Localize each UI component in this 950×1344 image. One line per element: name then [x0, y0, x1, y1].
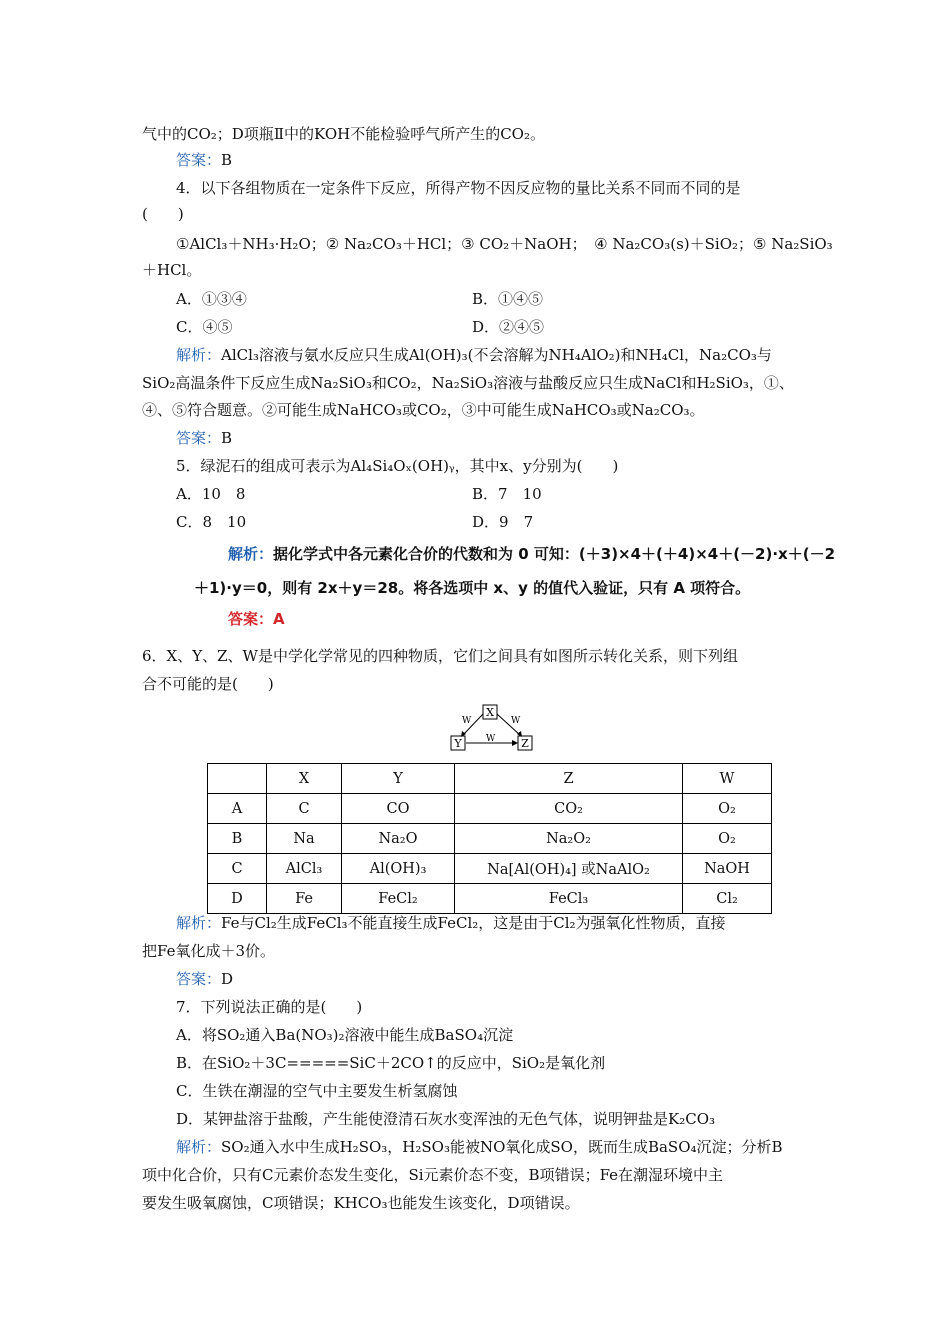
table-cell: A	[208, 794, 267, 824]
answer-6	[176, 968, 233, 990]
explanation-4-line-1	[176, 344, 772, 366]
answer-label: 答案：	[176, 151, 222, 169]
explanation-label: 解析：	[176, 1138, 222, 1156]
table-cell: O₂	[683, 824, 772, 854]
option-d: D．某钾盐溶于盐酸，产生能使澄清石灰水变浑浊的无色气体，说明钾盐是K₂CO₃	[176, 1110, 716, 1128]
option-d: D．②④⑤	[472, 318, 545, 336]
explanation-6-line-2: 把Fe氧化成＋3价。	[142, 942, 276, 960]
table-row	[208, 824, 772, 854]
table-header-row	[208, 764, 772, 794]
explanation-text: SO₂通入水中生成H₂SO₃，H₂SO₃能被NO氧化成SO，既而生成BaSO₄沉淀；分析B	[221, 1138, 783, 1156]
question-6-stem-line-1: 6．X、Y、Z、W是中学化学常见的四种物质，它们之间具有如图所示转化关系，则下列组	[142, 647, 738, 665]
answer-value: B	[221, 429, 233, 447]
answer-value: B	[221, 151, 233, 169]
table-cell: B	[208, 824, 267, 854]
table-row	[208, 884, 772, 914]
table-cell: AlCl₃	[267, 854, 342, 884]
question-4-items: ①AlCl₃＋NH₃·H₂O；② Na₂CO₃＋HCl；③ CO₂＋NaOH； ④ Na₂CO₃(s)＋SiO₂；⑤ Na₂SiO₃	[176, 235, 833, 253]
table-cell: Cl₂	[683, 884, 772, 914]
explanation-label: 解析：	[228, 545, 274, 563]
answer-label: 答案：	[228, 610, 274, 628]
node-y: Y	[454, 737, 462, 750]
table-cell: D	[208, 884, 267, 914]
table-cell: C	[267, 794, 342, 824]
answer-5	[228, 608, 285, 630]
option-b: B．7 10	[472, 485, 542, 503]
table-cell: Na	[267, 824, 342, 854]
table-row	[208, 854, 772, 884]
table-cell: Na₂O₂	[455, 824, 683, 854]
answer-label: 答案：	[176, 970, 222, 988]
answer-value: A	[273, 610, 285, 628]
explanation-label: 解析：	[176, 346, 222, 364]
edge-label-left: W	[462, 716, 472, 726]
option-a: A．将SO₂通入Ba(NO₃)₂溶液中能生成BaSO₄沉淀	[176, 1026, 514, 1044]
table-header-cell: W	[683, 764, 772, 794]
option-a: A．①③④	[176, 290, 247, 308]
table-cell: CO	[342, 794, 455, 824]
explanation-5-line-2: ＋1)·y＝0，则有 2x＋y＝28。将各选项中 x、y 的值代入验证，只有 A 项符合。	[194, 579, 751, 597]
table-cell: Na₂O	[342, 824, 455, 854]
explanation-6-line-1	[176, 912, 726, 934]
text-line: 气中的CO₂；D项瓶Ⅱ中的KOH不能检验呼气所产生的CO₂。	[142, 125, 545, 143]
option-d: D．9 7	[472, 513, 534, 531]
explanation-7-line-2: 项中化合价，只有C元素价态发生变化，Si元素价态不变，B项错误；Fe在潮湿环境中主	[142, 1166, 724, 1184]
explanation-7-line-3: 要发生吸氧腐蚀，C项错误；KHCO₃也能发生该变化，D项错误。	[142, 1194, 580, 1212]
option-b: B．①④⑤	[472, 290, 544, 308]
table-cell: Fe	[267, 884, 342, 914]
option-b: B．在SiO₂＋3C=====SiC＋2CO↑的反应中，SiO₂是氧化剂	[176, 1054, 606, 1072]
option-c: C．8 10	[176, 513, 247, 531]
question-4-paren: ( )	[142, 205, 184, 223]
question-7-stem: 7．下列说法正确的是( )	[176, 998, 363, 1016]
option-a: A．10 8	[176, 485, 246, 503]
table-header-cell: X	[267, 764, 342, 794]
table-cell: Al(OH)₃	[342, 854, 455, 884]
option-c: C．生铁在潮湿的空气中主要发生析氢腐蚀	[176, 1082, 458, 1100]
explanation-4-line-2: SiO₂高温条件下反应生成Na₂SiO₃和CO₂，Na₂SiO₃溶液与盐酸反应只生成NaCl和H₂SiO₃，①、	[142, 374, 794, 392]
transformation-diagram	[448, 704, 540, 752]
node-z: Z	[521, 737, 529, 750]
table-cell: O₂	[683, 794, 772, 824]
table-header-cell: Y	[342, 764, 455, 794]
answer-3	[176, 149, 232, 171]
edge-label-bottom: W	[486, 734, 496, 744]
table-cell: NaOH	[683, 854, 772, 884]
arrowhead-y-z	[512, 740, 518, 746]
options-table	[207, 763, 772, 914]
table-cell: FeCl₂	[342, 884, 455, 914]
table-row	[208, 794, 772, 824]
table-cell: FeCl₃	[455, 884, 683, 914]
table-cell: Na[Al(OH)₄] 或NaAlO₂	[455, 854, 683, 884]
explanation-7-line-1	[176, 1136, 783, 1158]
explanation-5-line-1	[228, 543, 835, 565]
question-4-stem: 4．以下各组物质在一定条件下反应，所得产物不因反应物的量比关系不同而不同的是	[176, 179, 741, 197]
table-header-cell	[208, 764, 267, 794]
explanation-text: AlCl₃溶液与氨水反应只生成Al(OH)₃(不会溶解为NH₄AlO₂)和NH₄Cl，Na₂CO₃与	[221, 346, 772, 364]
question-4-items-cont: ＋HCl。	[142, 261, 202, 279]
explanation-text: 据化学式中各元素化合价的代数和为 0 可知：(＋3)×4＋(＋4)×4＋(－2)·x＋(－2	[273, 545, 836, 563]
explanation-text: Fe与Cl₂生成FeCl₃不能直接生成FeCl₂，这是由于Cl₂为强氧化性物质，直接	[221, 914, 726, 932]
explanation-4-line-3: ④、⑤符合题意。②可能生成NaHCO₃或CO₂，③中可能生成NaHCO₃或Na₂CO₃。	[142, 401, 705, 419]
option-c: C．④⑤	[176, 318, 233, 336]
question-6-stem-line-2: 合不可能的是( )	[142, 675, 274, 693]
answer-value: D	[221, 970, 234, 988]
edge-label-right: W	[511, 716, 521, 726]
table-cell: C	[208, 854, 267, 884]
answer-4	[176, 427, 232, 449]
answer-label: 答案：	[176, 429, 222, 447]
explanation-label: 解析：	[176, 914, 222, 932]
table-header-cell: Z	[455, 764, 683, 794]
node-x: X	[486, 706, 494, 719]
question-5-stem: 5．绿泥石的组成可表示为Al₄Si₄Oₓ(OH)ᵧ，其中x、y分别为( )	[176, 457, 619, 475]
table-cell: CO₂	[455, 794, 683, 824]
